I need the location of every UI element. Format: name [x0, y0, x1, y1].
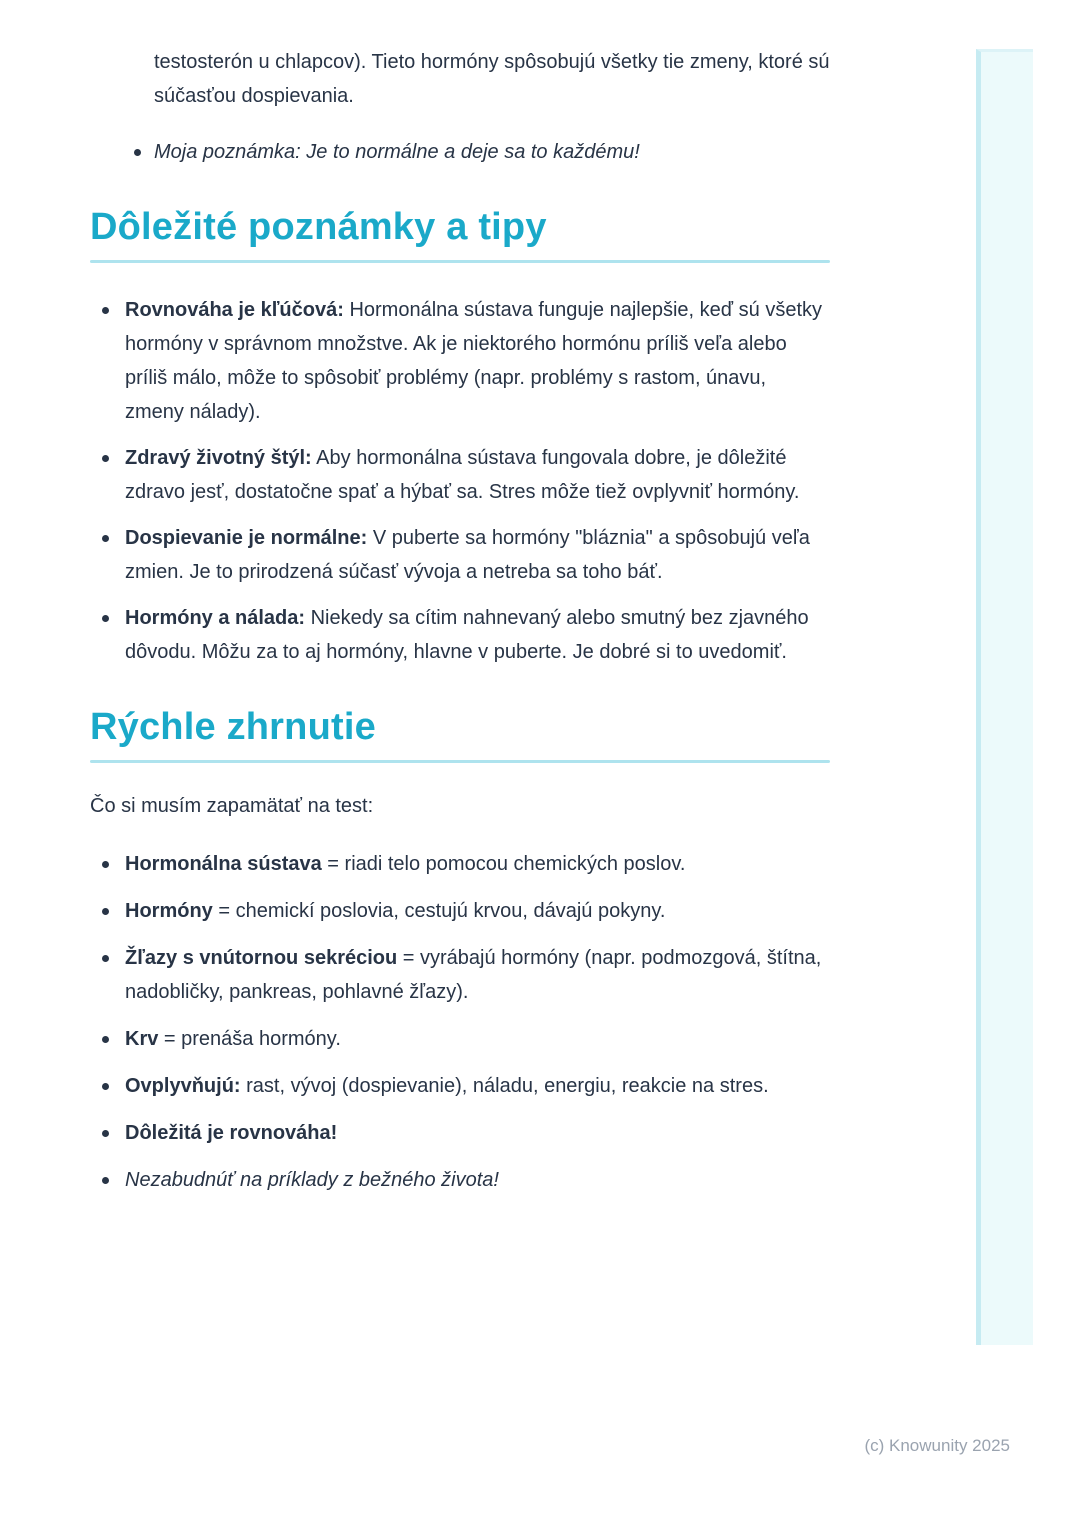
list-item [90, 894, 830, 928]
list-item [90, 521, 830, 589]
term-label: Zdravý životný štýl: [125, 446, 312, 469]
personal-note: Nezabudnúť na príklady z bežného života! [125, 1168, 499, 1191]
summary-list [90, 847, 830, 1197]
page-edge-accent-bar [976, 49, 1033, 1345]
term-label: Rovnováha je kľúčová: [125, 298, 344, 321]
page-content [90, 45, 830, 1197]
term-description: Niekedy sa cítim nahnevaný alebo smutný bez zjavného dôvodu. Môžu za to aj hormóny, hlavne v puberte. Je dobré si to uvedomiť. [125, 606, 809, 663]
section-divider [90, 260, 830, 263]
section-divider [90, 760, 830, 763]
term-label: Hormonálna sústava [125, 852, 322, 875]
term-description: Aby hormonálna sústava fungovala dobre, je dôležité zdravo jesť, dostatočne spať a hýbať sa. Stres môže tiež ovplyvniť hormóny. [125, 446, 800, 503]
term-label: Žľazy s vnútornou sekréciou [125, 946, 398, 969]
term-description: Hormonálna sústava funguje najlepšie, keď sú všetky hormóny v správnom množstve. Ak je niektorého hormónu príliš veľa alebo príliš málo, môže to spôsobiť problémy (napr. problémy s rastom, únavu, zmeny nálady). [125, 298, 822, 423]
continuation-paragraph: testosterón u chlapcov). Tieto hormóny spôsobujú všetky tie zmeny, ktoré sú súčasťou dospievania. [154, 51, 830, 107]
list-item [90, 941, 830, 1009]
list-item [90, 293, 830, 429]
copyright-footer: (c) Knowunity 2025 [864, 1436, 1010, 1455]
list-item [90, 1163, 830, 1197]
term-label: Hormóny a nálada: [125, 606, 306, 629]
term-label: Dôležitá je rovnováha! [125, 1121, 338, 1144]
notes-tips-list [90, 293, 830, 669]
list-item [90, 1116, 830, 1150]
list-item [90, 1022, 830, 1056]
term-description: = riadi telo pomocou chemických poslov. [321, 852, 686, 875]
list-item [90, 847, 830, 881]
term-description: rast, vývoj (dospievanie), náladu, energiu, reakcie na stres. [240, 1074, 769, 1097]
list-item [90, 601, 830, 669]
term-description: V puberte sa hormóny "bláznia" a spôsobujú veľa zmien. Je to prirodzená súčasť vývoja a netreba sa toho báť. [125, 526, 810, 583]
personal-note: Moja poznámka: Je to normálne a deje sa to každému! [154, 141, 640, 163]
note-list [90, 135, 830, 169]
section-title-notes-tips: Dôležité poznámky a tipy [90, 206, 547, 248]
term-description: = prenáša hormóny. [158, 1027, 341, 1050]
term-label: Ovplyvňujú: [125, 1074, 241, 1097]
term-label: Krv [125, 1027, 159, 1050]
section-title-summary: Rýchle zhrnutie [90, 705, 376, 748]
term-label: Dospievanie je normálne: [125, 526, 368, 549]
term-description: = vyrábajú hormóny (napr. podmozgová, štítna, nadobličky, pankreas, pohlavné žľazy). [125, 946, 822, 1003]
list-item [90, 1069, 830, 1103]
term-label: Hormóny [125, 899, 213, 922]
list-item [90, 441, 830, 509]
term-description: = chemickí poslovia, cestujú krvou, dávajú pokyny. [212, 899, 666, 922]
summary-lead: Čo si musím zapamätať na test: [90, 794, 374, 817]
list-item [90, 135, 830, 169]
